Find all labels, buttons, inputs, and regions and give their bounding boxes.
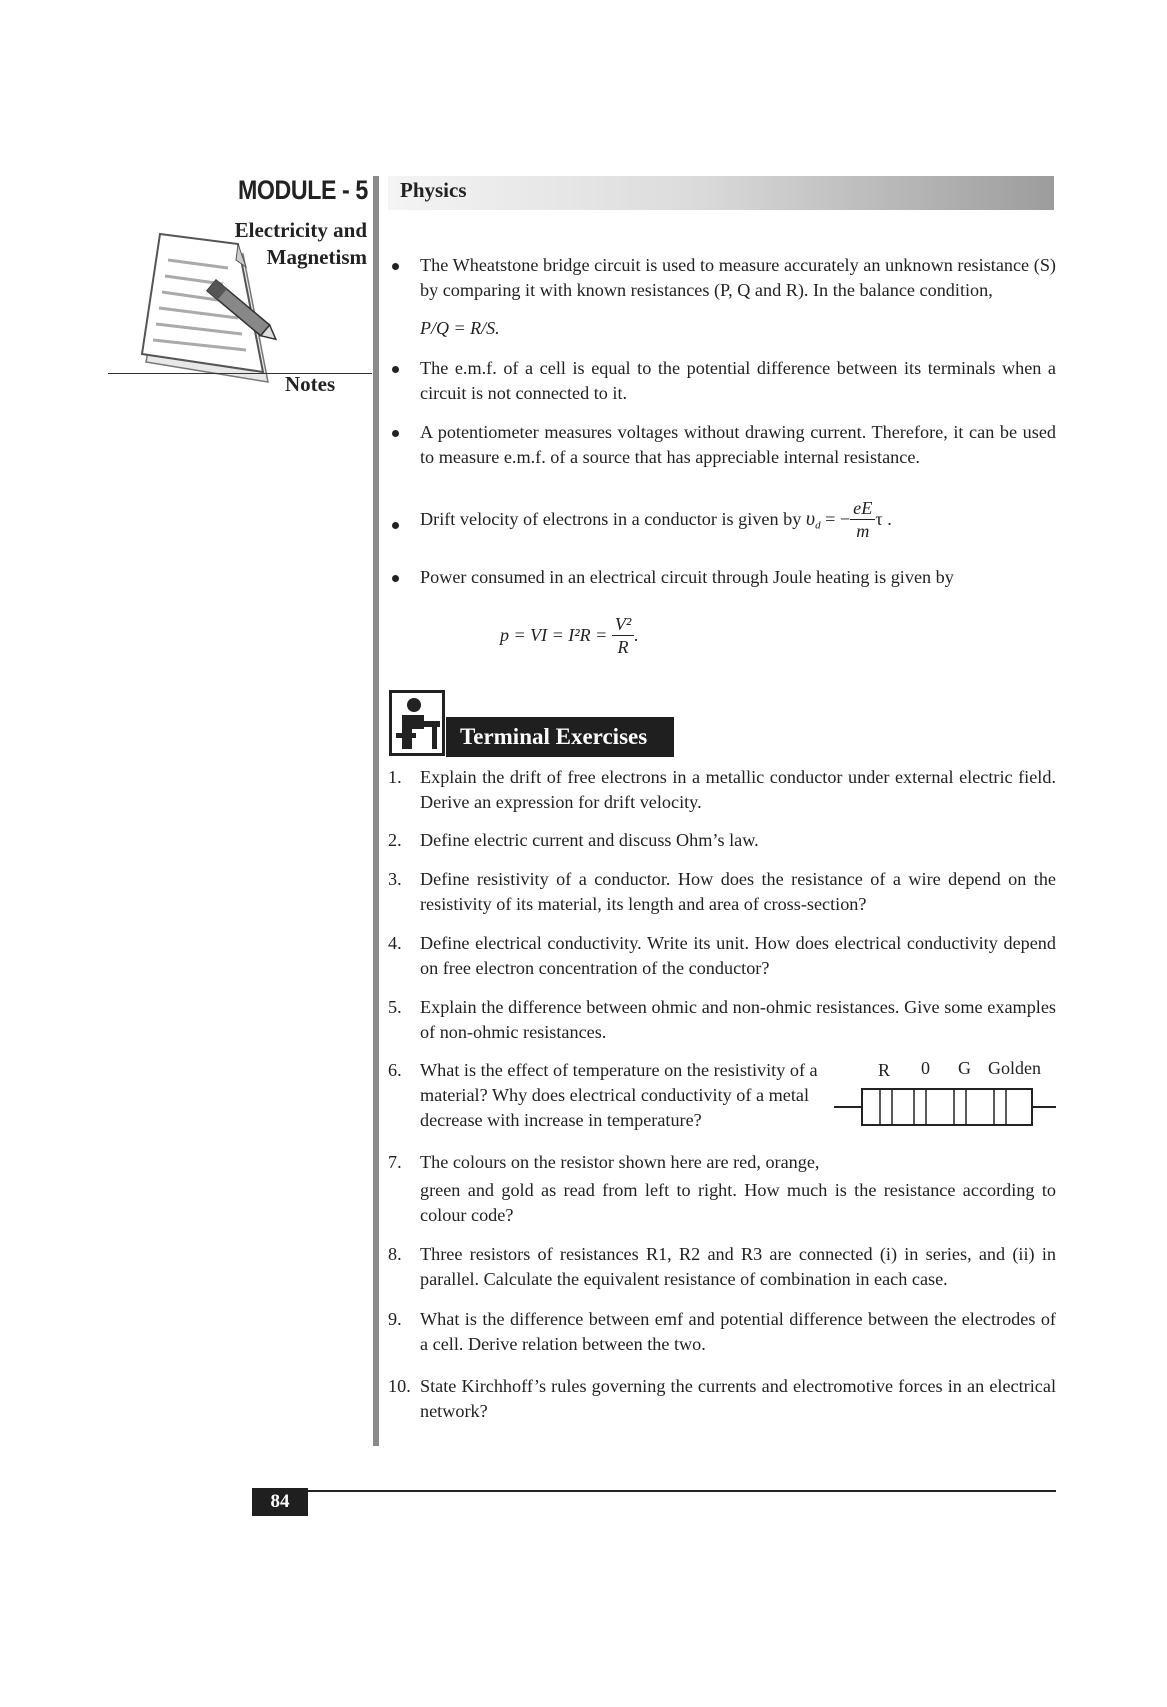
bullet-dot [392,522,399,529]
bullet-dot [392,366,399,373]
resistor-diagram [834,1085,1056,1130]
drift-sub: d [815,519,821,532]
bullet-dot [392,430,399,437]
drift-eq: = − [820,509,851,529]
bullet-dot [392,575,399,582]
power-tail: . [634,625,639,645]
page-number: 84 [252,1488,308,1516]
margin-bar [373,176,379,1446]
bullet-potentiometer: A potentiometer measures voltages without drawing current. Therefore, it can be used to measure e.m.f. of a source that has appreciable internal resistance. [420,422,1056,467]
exercise-number: 5. [388,997,402,1017]
notes-label: Notes [285,372,336,396]
band-label-3: G [958,1058,971,1078]
drift-numerator: eE [850,497,875,520]
exercise-number: 6. [388,1060,402,1080]
bullet-emf: The e.m.f. of a cell is equal to the potential difference between its terminals when a circuit is not connected to it. [420,358,1056,403]
exercise-number: 10. [388,1376,411,1396]
exercise-9: What is the difference between emf and potential difference between the electrodes of a cell. Derive relation between the two. [420,1309,1056,1354]
exercise-5: Explain the difference between ohmic and non-ohmic resistances. Give some examples of non-ohmic resistances. [420,997,1056,1042]
drift-tail: τ . [875,509,892,529]
equation-wheatstone: P/Q = R/S. [420,318,500,338]
section-title: Terminal Exercises [446,717,674,757]
band-label-4: Golden [988,1058,1041,1078]
drift-lhs: υ [805,508,816,530]
exercise-7-line1: The colours on the resistor shown here are red, orange, [420,1152,820,1172]
band-label-2: 0 [921,1058,930,1078]
exercise-number: 3. [388,869,402,889]
subject-title: Physics [400,178,467,202]
bullet-wheatstone: The Wheatstone bridge circuit is used to measure accurately an unknown resistance (S) by comparing it with known resistances (P, Q and R). In the balance condition, [420,255,1056,300]
exercise-number: 8. [388,1244,402,1264]
notes-pencil-icon [138,232,298,387]
band-label-1: R [878,1060,891,1080]
equation-power [500,613,639,658]
power-lhs: p = VI = I²R = [500,625,612,645]
topic-line-2: Magnetism [266,245,367,269]
power-numerator: V² [612,613,634,636]
bullet-drift-velocity [420,497,892,542]
exercise-8: Three resistors of resistances R1, R2 and R3 are connected (i) in series, and (ii) in parallel. Calculate the equivalent resistance of combination in each case. [420,1244,1056,1289]
drift-text: Drift velocity of electrons in a conductor is given by [420,509,802,529]
exercise-10: State Kirchhoff’s rules governing the currents and electromotive forces in an electrical network? [420,1376,1056,1421]
exercise-1: Explain the drift of free electrons in a metallic conductor under external electric field. Derive an expression for drift velocity. [420,767,1056,812]
student-desk-icon [389,690,445,756]
power-fraction [612,613,634,658]
bullet-joule: Power consumed in an electrical circuit through Joule heating is given by [420,567,954,587]
exercise-2: Define electric current and discuss Ohm’s law. [420,830,759,850]
exercise-6: What is the effect of temperature on the resistivity of a material? Why does electrical conductivity of a metal decrease with increase in temperature? [420,1060,818,1130]
exercise-4: Define electrical conductivity. Write its unit. How does electrical conductivity depend on free electron concentration of the conductor? [420,933,1056,978]
exercise-7: green and gold as read from left to right. How much is the resistance according to colour code? [420,1180,1056,1225]
drift-denominator: m [856,521,870,541]
module-title: MODULE - 5 [238,175,368,205]
drift-fraction [850,497,875,542]
topic-line-1: Electricity and [234,218,367,242]
power-denominator: R [617,637,629,657]
exercise-number: 1. [388,767,402,787]
exercise-number: 9. [388,1309,402,1329]
header-bar [388,176,1054,210]
exercise-number: 7. [388,1152,402,1172]
footer-rule [306,1490,1056,1492]
exercise-number: 4. [388,933,402,953]
bullet-dot [392,263,399,270]
exercise-3: Define resistivity of a conductor. How does the resistance of a wire depend on the resistivity of its material, its length and area of cross-section? [420,869,1056,914]
exercise-number: 2. [388,830,402,850]
